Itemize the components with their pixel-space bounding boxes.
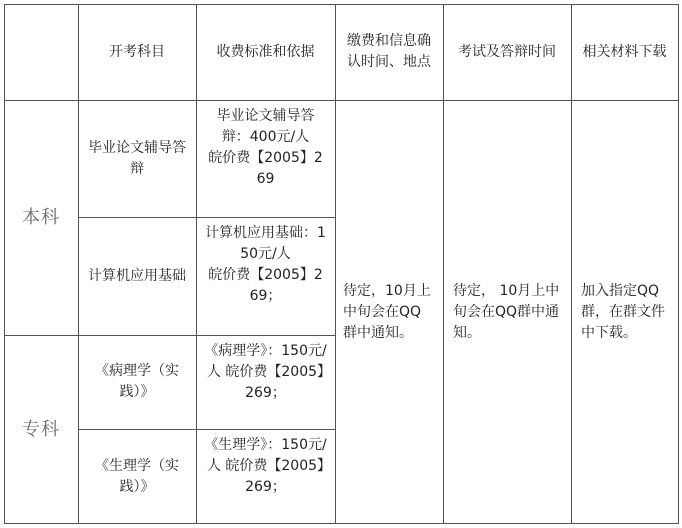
table-border: [678, 4, 679, 524]
fee-cell: 《生理学》：150元/人 皖价费【2005】269；: [204, 437, 327, 495]
header-payment-confirm: 缴费和信息确认时间、地点: [347, 33, 431, 70]
header-subject: 开考科目: [109, 43, 165, 60]
subject-cell: 计算机应用基础: [88, 267, 186, 284]
table-border: [443, 4, 444, 524]
subject-cell: 毕业论文辅导答辩: [88, 139, 186, 177]
table-border: [78, 4, 79, 524]
fee-cell: 毕业论文辅导答辩：400元/人 皖价费【2005】269: [208, 108, 323, 187]
header-blank: [4, 4, 78, 100]
table-border: [78, 429, 335, 430]
header-materials: 相关材料下载: [582, 43, 667, 60]
group-label-junior: 专科: [22, 419, 60, 440]
payment-confirm-cell: 待定，10月上中旬会在QQ群中通知。: [343, 282, 431, 341]
fee-cell: 《病理学》：150元/人 皖价费【2005】269；: [204, 343, 327, 401]
table-border: [335, 4, 336, 524]
subject-cell: 《生理学（实践）》: [95, 457, 179, 495]
table-border: [571, 4, 572, 524]
materials-cell: 加入指定QQ群，在群文件中下载。: [581, 282, 665, 341]
header-exam-time: 考试及答辩时间: [458, 43, 556, 60]
table-border: [4, 4, 5, 524]
exam-time-cell: 待定， 10月上中旬会在QQ群中通知。: [453, 282, 560, 341]
table-border: [78, 217, 335, 218]
table-border: [4, 523, 679, 524]
header-fee: 收费标准和依据: [216, 43, 315, 60]
fee-cell: 计算机应用基础：150元/人 皖价费【2005】269；: [205, 225, 326, 304]
group-label-undergrad: 本科: [22, 207, 60, 228]
table-border: [4, 100, 679, 101]
table-border: [196, 4, 197, 524]
table-border: [4, 335, 335, 336]
table-border: [4, 4, 679, 5]
subject-cell: 《病理学（实践）》: [95, 363, 179, 400]
